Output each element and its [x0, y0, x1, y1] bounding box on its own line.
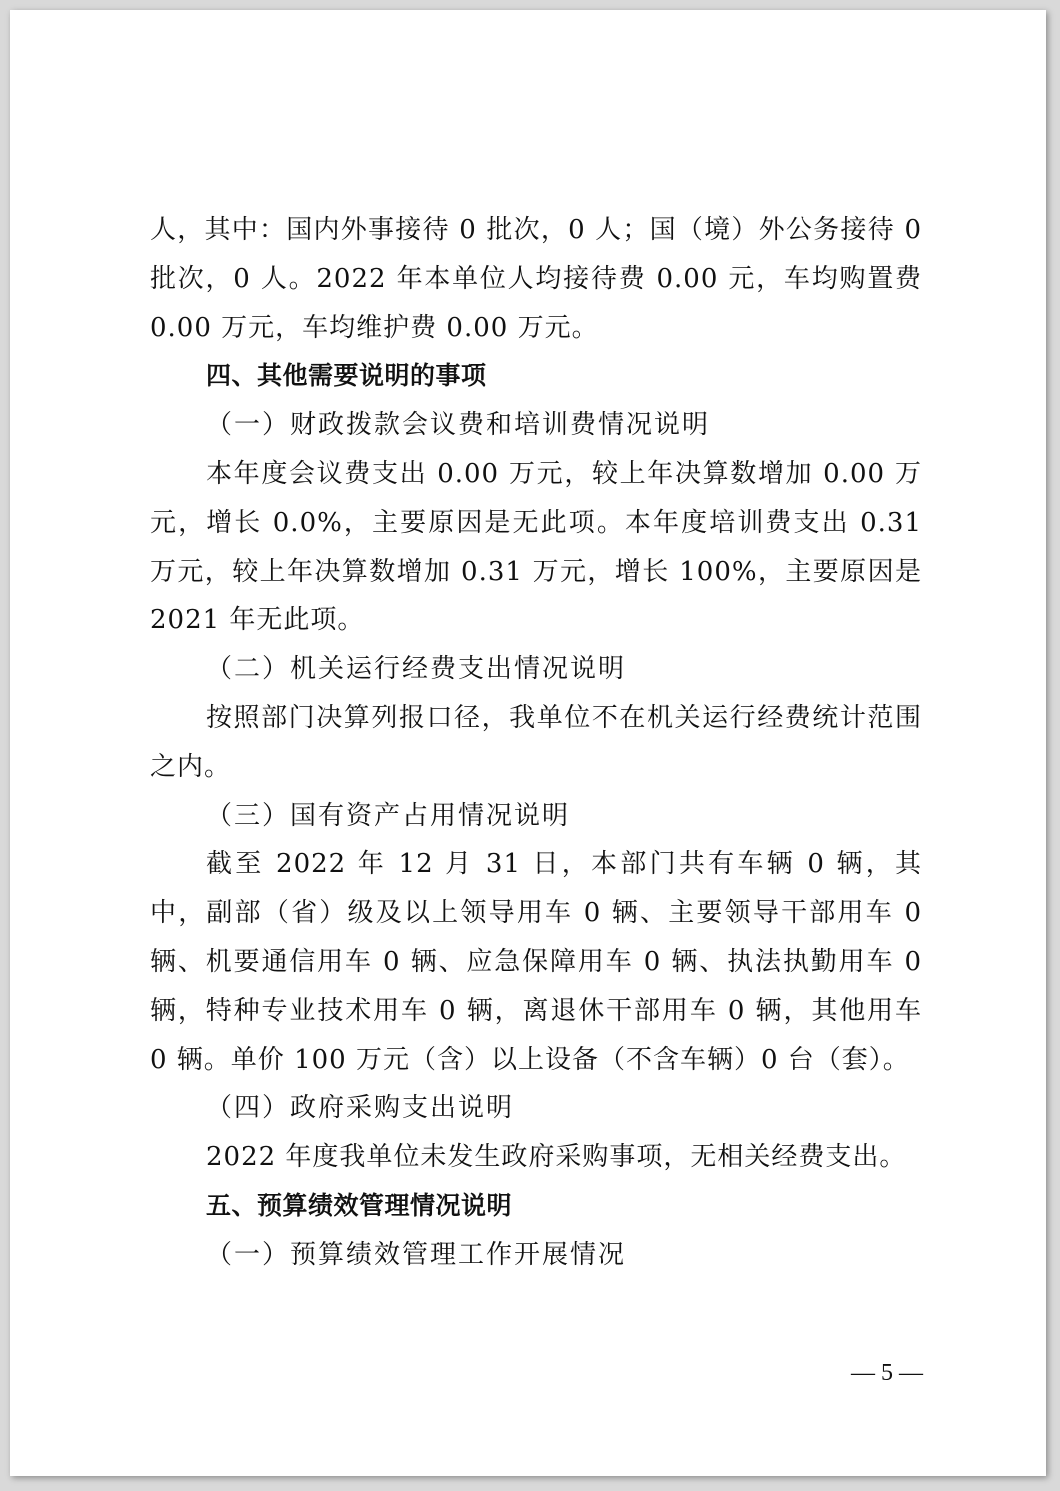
paragraph-state-assets: 截至 2022 年 12 月 31 日，本部门共有车辆 0 辆，其中，副部（省）级及以上领导用车 0 辆、主要领导干部用车 0 辆、机要通信用车 0 辆、应急保障用车 0 辆、执法执勤用车 0 辆，特种专业技术用车 0 辆，离退休干部用车 0 辆，其他用车 0 辆。单价 100 万元（含）以上设备（不含车辆）0 台（套）。 [150, 849, 922, 1075]
paragraph-reception-line-1: 人，其中：国内外事接待 0 批次，0 人；国（境）外公务接待 0 [150, 215, 922, 245]
section-heading-performance: 五、预算绩效管理情况说明 [206, 1190, 513, 1220]
paragraph-reception-line-2: 批次，0 人。2022 年本单位人均接待费 0.00 元，车均购置费 [150, 263, 922, 294]
subheading-government-procurement: （四）政府采购支出说明 [206, 1093, 515, 1124]
page-number: — 5 — [851, 1360, 923, 1386]
subheading-performance-work: （一）预算绩效管理工作开展情况 [206, 1239, 627, 1270]
section-heading-other-matters: 四、其他需要说明的事项 [206, 361, 487, 391]
document-body [150, 206, 922, 1280]
subheading-state-assets: （三）国有资产占用情况说明 [206, 800, 571, 831]
subheading-meeting-training: （一）财政拨款会议费和培训费情况说明 [206, 410, 711, 441]
document-page [10, 10, 1046, 1476]
paragraph-operating-expenses: 按照部门决算列报口径，我单位不在机关运行经费统计范围之内。 [150, 702, 922, 782]
paragraph-reception-line-3: 0.00 万元，车均维护费 0.00 万元。 [150, 312, 599, 343]
paragraph-government-procurement: 2022 年度我单位未发生政府采购事项，无相关经费支出。 [206, 1142, 907, 1173]
subheading-operating-expenses: （二）机关运行经费支出情况说明 [206, 654, 627, 685]
paragraph-meeting-training: 本年度会议费支出 0.00 万元，较上年决算数增加 0.00 万元，增长 0.0%，主要原因是无此项。本年度培训费支出 0.31 万元，较上年决算数增加 0.31 万元，增长 100%，主要原因是 2021 年无此项。 [150, 458, 922, 636]
